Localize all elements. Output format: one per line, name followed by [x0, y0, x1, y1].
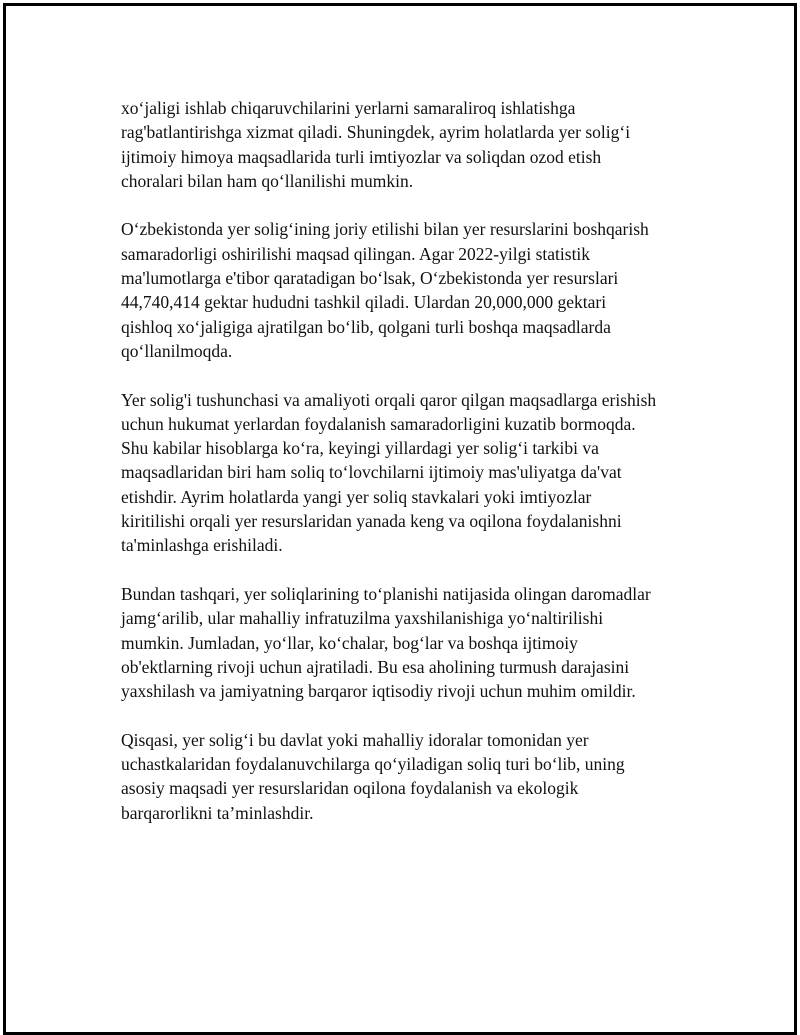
- text-line: ijtimoiy himoya maqsadlarida turli imtiyozlar va soliqdan ozod etish: [121, 146, 602, 167]
- page-border: [3, 3, 797, 1035]
- text-line: yaxshilash va jamiyatning barqaror iqtisodiy rivoji uchun muhim omildir.: [121, 681, 636, 702]
- text-line: ta'minlashga erishiladi.: [121, 535, 283, 556]
- text-line: mumkin. Jumladan, yo‘llar, ko‘chalar, bog‘lar va boshqa ijtimoiy: [121, 632, 578, 653]
- text-line: jamg‘arilib, ular mahalliy infratuzilma yaxshilanishiga yo‘naltirilishi: [121, 608, 604, 629]
- text-line: rag'batlantirishga xizmat qiladi. Shuningdek, ayrim holatlarda yer solig‘i: [121, 122, 631, 143]
- text-line: kiritilishi orqali yer resurslaridan yanada keng va oqilona foydalanishni: [121, 511, 622, 532]
- text-line: etishdir. Ayrim holatlarda yangi yer soliq stavkalari yoki imtiyozlar: [121, 486, 592, 507]
- text-line: barqarorlikni ta’minlashdir.: [121, 802, 314, 823]
- text-line: uchastkalaridan foydalanuvchilarga qo‘yiladigan soliq turi bo‘lib, uning: [121, 754, 625, 775]
- document-body: [121, 96, 711, 849]
- text-line: choralari bilan ham qo‘llanilishi mumkin.: [121, 170, 414, 191]
- text-line: 44,740,414 gektar hududni tashkil qiladi. Ulardan 20,000,000 gektari: [121, 292, 607, 313]
- text-line: qishloq xo‘jaligiga ajratilgan bo‘lib, qolgani turli boshqa maqsadlarda: [121, 316, 611, 337]
- paragraph-4: [121, 582, 711, 703]
- text-line: asosiy maqsadi yer resurslaridan oqilona foydalanish va ekologik: [121, 778, 579, 799]
- text-line: O‘zbekistonda yer solig‘ining joriy etilishi bilan yer resurslarini boshqarish: [121, 219, 649, 240]
- text-line: Bundan tashqari, yer soliqlarining to‘planishi natijasida olingan daromadlar: [121, 583, 651, 604]
- text-line: xo‘jaligi ishlab chiqaruvchilarini yerlarni samaraliroq ishlatishga: [121, 98, 576, 118]
- text-line: qo‘llanilmoqda.: [121, 340, 233, 361]
- text-line: ma'lumotlarga e'tibor qaratadigan bo‘lsak, O‘zbekistonda yer resurslari: [121, 268, 619, 289]
- text-line: ob'ektlarning rivoji uchun ajratiladi. Bu esa aholining turmush darajasini: [121, 656, 630, 677]
- text-line: Shu kabilar hisoblarga ko‘ra, keyingi yillardagi yer solig‘i tarkibi va: [121, 438, 599, 459]
- text-line: samaradorligi oshirilishi maqsad qilingan. Agar 2022-yilgi statistik: [121, 243, 591, 264]
- paragraph-3: [121, 388, 711, 558]
- paragraph-5: [121, 728, 711, 825]
- text-line: maqsadlaridan biri ham soliq to‘lovchilarni ijtimoiy mas'uliyatga da'vat: [121, 462, 622, 483]
- text-line: uchun hukumat yerlardan foydalanish samaradorligini kuzatib bormoqda.: [121, 413, 636, 434]
- paragraph-2: [121, 217, 711, 363]
- text-line: Qisqasi, yer solig‘i bu davlat yoki mahalliy idoralar tomonidan yer: [121, 729, 589, 750]
- paragraph-1: [121, 96, 711, 193]
- text-line: Yer solig'i tushunchasi va amaliyoti orqali qaror qilgan maqsadlarga erishish: [121, 389, 657, 410]
